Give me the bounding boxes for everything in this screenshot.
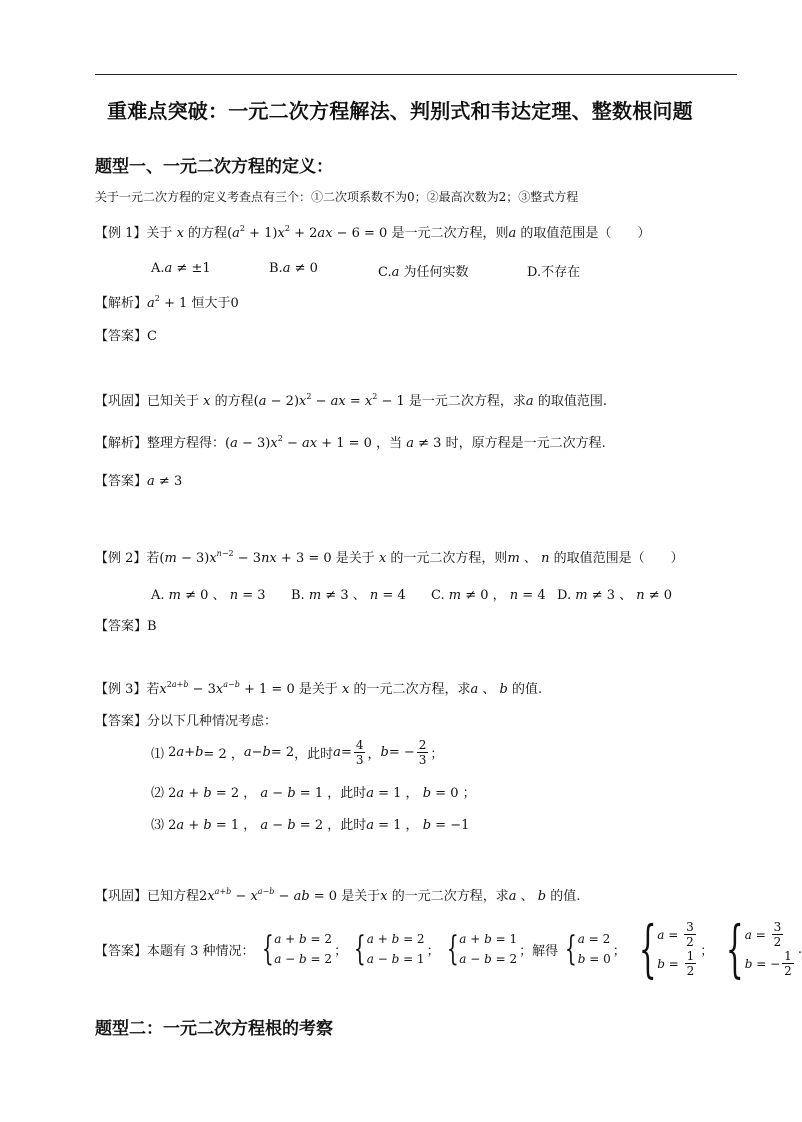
example-2-question: 【例 2】若$(m - 3)x^{n-2} - 3nx + 3 = 0$ 是关于 x 的一元二次方程，则m 、 n 的取值范围是（ ） (95, 549, 684, 566)
solution-2: { a = $\frac{3}{2}$ b = $\frac{1}{2}$ (638, 912, 695, 985)
section-heading-2: 题型二：一元二次方程根的考察 (95, 1019, 333, 1039)
example-1-option-b: B.a ≠ 0 (269, 261, 318, 276)
system-3: { a + b = 1 a − b = 2 (446, 929, 518, 969)
example-2-answer: 【答案】B (95, 619, 157, 634)
example-1-answer: 【答案】C (95, 329, 157, 344)
consolidate-1-answer: 【答案】a ≠ 3 (95, 474, 183, 489)
solution-3: { a = $\frac{3}{2}$ b = − $\frac{1}{2}$ (726, 912, 792, 985)
section-intro: 关于一元二次方程的定义考查点有三个：①二次项系数不为0；②最高次数为2；③整式方程 (95, 190, 579, 204)
example-2-option-c: C. m ≠ 0 ， n = 4 (431, 588, 546, 603)
example-2-option-d: D. m ≠ 3 、 n ≠ 0 (557, 588, 673, 603)
system-1: { a + b = 2 a − b = 2 (261, 929, 333, 969)
consolidate-2-answer: 【答案】 本题有 3 种情况： { a + b = 2 a − b = 2 ； { a + b = 2 a − b = 1 ； { a + b = 1 a − b = 2 ； 解得 { a = 2 b = 0 ； { a = $\frac{3}{2}$ b = $\frac{1}{2}$ ； { a = $\frac{3}{2}$ b = − $\frac{1}{2}$ . (95, 912, 802, 985)
example-1-analysis: 【解析】$a^2 + 1$ 恒大于0 (95, 294, 239, 311)
section-heading-1: 题型一、一元二次方程的定义： (95, 157, 333, 177)
consolidate-1-analysis: 【解析】整理方程得：$(a - 3)x^2$ − ax + 1 = 0 ，当 a ≠ 3 时，原方程是一元二次方程. (95, 434, 606, 451)
example-1-question: 【例 1】关于 x 的方程$(a^2 + 1)x^2 + 2ax - 6 = 0$ 是一元二次方程，则a 的取值范围是（ ） (95, 224, 651, 241)
example-1-option-d: D.不存在 (527, 265, 581, 280)
example-3-case-2: ⑵ 2a + b = 2 ， a − b = 1 ，此时a = 1 ， b = 0 ； (151, 786, 476, 801)
solution-1: { a = 2 b = 0 (564, 929, 611, 969)
consolidate-2-question: 【巩固】已知方程$2x^{a+b} - x^{a-b}$ − ab = 0 是关于x 的一元二次方程，求a 、 b 的值. (95, 887, 581, 904)
example-3-case-1: ⑴ 2 a + b = 2 ， a − b = 2 ，此时 a = $\frac{4}{3}$ ， b = − $\frac{2}{3}$ ； (151, 738, 444, 767)
example-3-question: 【例 3】若$x^{2a+b} - 3x^{a-b} + 1 = 0$ 是关于 x 的一元二次方程，求a 、 b 的值. (95, 680, 543, 697)
example-3-case-3: ⑶ 2a + b = 1 ， a − b = 2 ，此时a = 1 ， b = −1 (151, 818, 470, 833)
header-rule (95, 74, 737, 75)
example-1-option-c: C.a 为任何实数 (378, 265, 469, 280)
consolidate-1-question: 【巩固】已知关于 x 的方程$(a - 2)x^2$ − ax = $x^2 - 1$ 是一元二次方程，求a 的取值范围. (95, 392, 607, 409)
system-2: { a + b = 2 a − b = 1 (353, 929, 425, 969)
example-1-option-a: A.a ≠ ±1 (151, 261, 211, 276)
page-title: 重难点突破：一元二次方程解法、判别式和韦达定理、整数根问题 (107, 99, 693, 123)
example-2-option-a: A. m ≠ 0 、 n = 3 (151, 588, 266, 603)
example-2-option-b: B. m ≠ 3 、 n = 4 (291, 588, 406, 603)
example-3-answer-intro: 【答案】分以下几种情况考虑： (95, 714, 278, 729)
